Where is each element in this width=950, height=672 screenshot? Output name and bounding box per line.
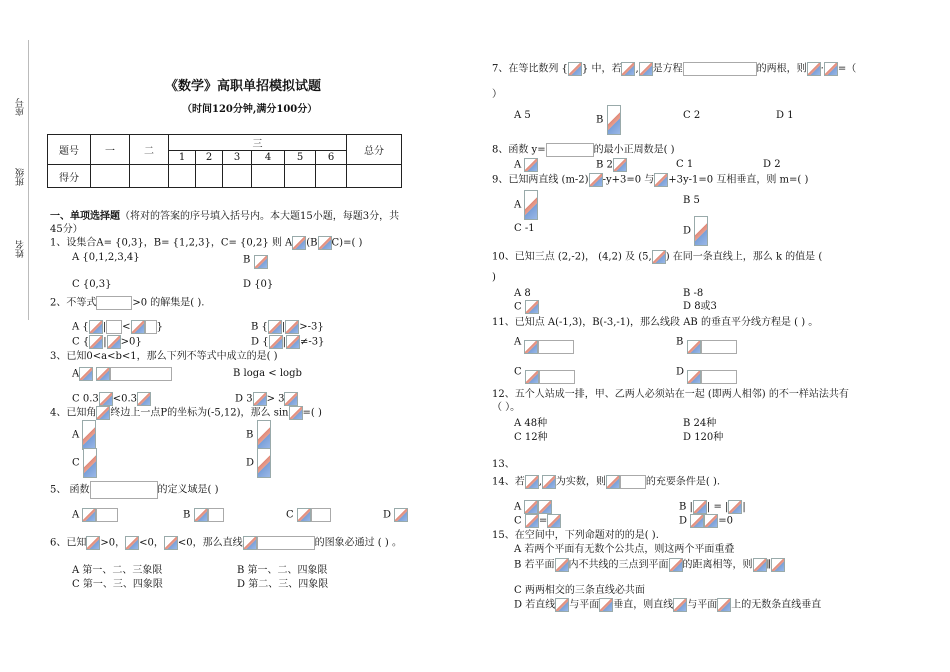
formula-icon [524,158,538,172]
fraction-icon [607,105,621,135]
q3-option-c: C 0.3 <0.3 [72,392,151,406]
q9-option-b: B 5 [683,195,700,206]
q8-option-b: B 2 [596,158,627,172]
section-heading: 一、单项选择题 [50,211,120,222]
formula-icon [704,514,718,528]
question-11: 11、已知点 A(-1,3)，B(-3,-1)，那么线段 AB 的垂直平分线方程是 ( ) 。 [492,317,819,328]
formula-icon [86,536,100,550]
fraction-icon [82,420,96,450]
q5-option-d: D [383,508,408,522]
formula-icon [639,62,653,76]
q7-option-d: D 1 [776,110,794,121]
score-header-tihao: 题号 [48,135,91,165]
q7-close: ） [492,89,502,100]
score-header-1: 一 [91,135,130,165]
q12-option-a: A 48种 [514,418,548,429]
question-13: 13、 [492,459,515,470]
q10-option-c: C [514,300,539,314]
score-cell[interactable] [196,165,223,188]
formula-icon [538,500,552,514]
fraction-icon [524,190,538,220]
score-sub-4: 4 [252,151,285,165]
formula-icon [690,514,704,528]
q12-option-c: C 12种 [514,432,548,443]
q6-option-c: C 第一、三、四象限 [72,579,163,590]
formula-icon [285,320,299,334]
formula-icon [599,598,613,612]
q14-option-b: B | | = | | [679,501,746,513]
score-cell[interactable] [223,165,252,188]
formula-icon [621,62,635,76]
formula-icon [555,558,569,572]
q1-text: 1、设集合A= {0,3}，B= {1,2,3}，C= {0,2} 则 A [50,237,293,249]
fraction-icon [257,420,271,450]
formula-icon [669,558,683,572]
section-desc: （将对的答案的序号填入括号内。本大题15小题，每题3分，共 [120,211,400,222]
formula-icon [79,367,93,381]
formula-icon [547,514,561,528]
formula-icon [107,335,121,349]
q9-option-c: C -1 [514,223,535,234]
formula-icon [292,236,306,250]
formula-icon [137,392,151,406]
formula-icon [253,392,267,406]
score-cell[interactable] [316,165,347,188]
formula-icon [753,558,767,572]
question-6: 6、已知 >0， <0， <0，那么直线 的图象必通过 ( ) 。 [50,537,402,549]
q14-option-c: C = [514,514,561,528]
q3-option-a: A [72,367,172,381]
q9-option-d: D [683,216,708,246]
q1-option-d: D {0} [243,279,274,290]
score-cell[interactable] [285,165,316,188]
formula-icon [555,598,569,612]
formula-icon [542,475,556,489]
score-sub-3: 3 [223,151,252,165]
question-15: 15、在空间中，下列命题对的的是( ). [492,530,659,541]
score-header-total: 总分 [347,135,402,165]
question-10: 10、已知三点 (2,-2)， (4,2) 及 (5, ) 在同一条直线上，那么 k 的值是 ( [492,251,823,263]
formula-icon [525,370,539,384]
formula-icon [524,500,538,514]
name-label: 姓名 [16,240,26,258]
fraction-icon [257,448,271,478]
q15-option-d: D 若直线 与平面 垂直，则直线 与平面 上的无数条直线垂直 [514,599,822,611]
q1-mid: (B [306,237,318,249]
q4-option-a: A [72,420,96,450]
formula-icon [96,406,110,420]
formula-icon [717,598,731,612]
question-4: 4、已知角 终边上一点P的坐标为(-5,12)，那么 sin =( ) [50,407,322,419]
q14-option-a: A [514,500,552,514]
q10-option-a: A 8 [514,288,531,299]
formula-icon [99,392,113,406]
question-3: 3、已知0<a<b<1，那么下列不等式中成立的是( ) [50,351,278,362]
q8-option-a: A [514,158,538,172]
score-cell[interactable] [91,165,130,188]
formula-icon [286,335,300,349]
formula-icon [824,62,838,76]
formula-box [96,296,132,310]
score-cell[interactable] [347,165,402,188]
formula-icon [606,475,620,489]
q1-option-c: C {0,3} [72,279,112,290]
q4-option-c: C [72,448,97,478]
section-heading-line [50,210,399,223]
q15-option-a: A 若两个平面有无数个公共点，则这两个平面重叠 [514,544,735,555]
formula-icon [254,255,268,269]
formula-icon [289,406,303,420]
page-subtitle: （时间120分钟,满分100分） [182,104,318,115]
question-8: 8、函数 y= 的最小正周数是( ) [492,144,675,156]
question-5: 5、 函数 的定义域是( ) [50,481,219,499]
q8-option-c: C 1 [676,159,694,170]
q1-option-a: A {0,1,2,3,4} [72,252,140,263]
formula-icon [269,335,283,349]
formula-box [683,62,757,76]
formula-icon [771,558,785,572]
q15-option-c: C 两两相交的三条直线必共面 [514,585,645,596]
q7-option-c: C 2 [683,110,701,121]
score-cell[interactable] [130,165,169,188]
formula-icon [89,335,103,349]
question-12: 12、五个人站成一排，甲、乙两人必须站在一起 (即两人相邻) 的不一样站法共有 [492,389,849,400]
formula-icon [525,475,539,489]
question-2: 2、不等式 >0 的解集是( ). [50,297,205,309]
formula-icon [589,173,603,187]
q2-option-d: D { | ≠-3} [251,336,325,348]
formula-icon [268,320,282,334]
q12-option-d: D 120种 [683,432,724,443]
fraction-icon [83,448,97,478]
formula-icon [297,508,311,522]
q2-option-c: C { | >0} [72,336,142,348]
formula-icon [693,500,707,514]
question-9: 9、已知两直线 (m-2) -y+3=0 与 +3y-1=0 互相垂直，则 m=( ) [492,174,809,186]
q10-option-d: D 8或3 [683,301,717,312]
formula-icon [687,370,701,384]
formula-icon [96,367,110,381]
q10-close: ) [492,272,496,283]
q14-option-d: D =0 [679,515,733,527]
q15-option-b: B 若平面 内不共线的三点到平面 的距离相等，则 ∥ [514,558,785,572]
fraction-icon [694,216,708,246]
q1-end: C)=( ) [331,237,363,249]
score-cell[interactable] [252,165,285,188]
q1-option-b: B [243,251,268,269]
score-sub-2: 2 [196,151,223,165]
q2-option-a: A { | < } [72,321,163,333]
q12-option-b: B 24种 [683,418,717,429]
formula-icon [807,62,821,76]
formula-icon [131,320,145,334]
score-row-label: 得分 [48,165,91,188]
q7-option-a: A 5 [514,110,531,121]
q8-option-d: D 2 [763,159,781,170]
q3-option-d: D 3 > 3 [235,392,298,406]
q11-option-c: C [514,360,575,384]
page-title: 《数学》高职单招模拟试题 [165,79,322,94]
formula-icon [318,236,332,250]
formula-icon [243,536,257,550]
score-header-2: 二 [130,135,169,165]
formula-icon [125,536,139,550]
question-1 [50,236,362,250]
formula-icon [687,340,701,354]
q6-option-d: D 第二、三、四象限 [237,579,329,590]
score-table [47,134,402,188]
formula-icon [164,536,178,550]
score-header-3: 三 [169,135,347,151]
q3-option-b: B loga < logb [233,368,302,379]
formula-icon [524,340,538,354]
score-cell[interactable] [169,165,196,188]
seat-number-label: 座号 [16,98,26,116]
q6-option-a: A 第一、二、三象限 [72,565,163,576]
score-sub-1: 1 [169,151,196,165]
q5-option-a: A [72,508,118,522]
section-desc-2: 45分） [50,224,83,235]
q9-option-a: A [514,190,538,220]
score-sub-6: 6 [316,151,347,165]
q6-option-b: B 第一、二、四象限 [237,565,328,576]
formula-icon [194,508,208,522]
score-sub-5: 5 [285,151,316,165]
formula-icon [613,158,627,172]
formula-icon [728,500,742,514]
q5-option-c: C [286,508,331,522]
q11-option-a: A [514,330,574,354]
formula-icon [89,320,103,334]
formula-icon [652,250,666,264]
question-14: 14、若 , 为实数，则 的充要条件是( ). [492,476,721,488]
formula-box [90,481,158,499]
q11-option-d: D [676,360,737,384]
binding-line [28,40,29,320]
formula-icon [284,392,298,406]
q2-option-b: B { | >-3} [251,321,324,333]
formula-box [546,143,594,157]
formula-icon [82,508,96,522]
formula-icon [525,300,539,314]
q4-option-b: B [246,420,271,450]
q12-bracket: （ ）。 [492,402,521,413]
q5-option-b: B [183,508,224,522]
formula-icon [568,62,582,76]
class-label: 班级 [16,168,26,186]
formula-icon [525,514,539,528]
formula-icon [394,508,408,522]
question-7: 7、在等比数列 { } 中，若 , 是方程 的两根，则 · =（ [492,63,857,75]
q10-option-b: B -8 [683,288,704,299]
q4-option-d: D [246,448,271,478]
formula-icon [654,173,668,187]
q7-option-b: B [596,105,621,135]
q11-option-b: B [676,330,737,354]
formula-icon [673,598,687,612]
